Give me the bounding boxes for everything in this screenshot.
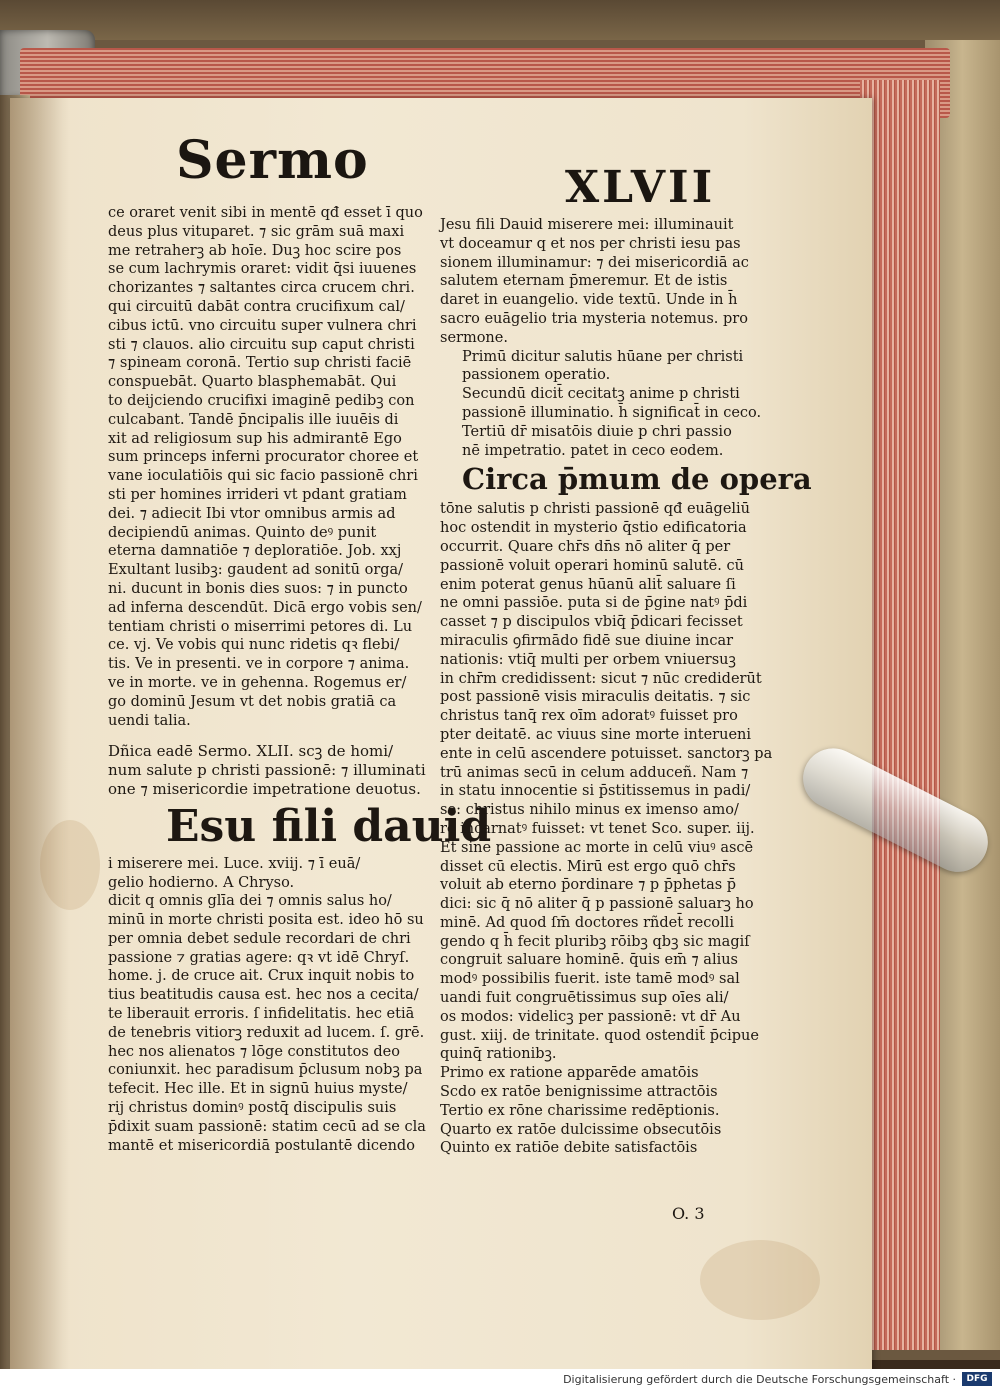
page-gutter-shadow [10, 98, 70, 1378]
text-line: uendi talia. [108, 712, 191, 729]
text-line: Exultant lusibꝫ: gaudent ad sonitū orga/ [108, 562, 404, 579]
text-line: hoc ostendit in mysterio q̄stio edificatoria [440, 520, 747, 537]
text-line: os modos: videlicꝫ per passionē: vt dr̄ Au [440, 1008, 741, 1025]
text-line: dicit q omnis glīa dei ⁊ omnis salus ho/ [108, 893, 392, 910]
text-line: sti ⁊ clauos. alio circuitu sup caput christi [108, 336, 415, 353]
text-line: ve in morte. ve in gehenna. Rogemus er/ [108, 674, 407, 691]
text-line: ce. vj. Ve vobis qui nunc ridetis qꝛ flebi/ [108, 637, 400, 654]
right-text-column [440, 216, 812, 1158]
text-line: ni. ducunt in bonis dies suos: ⁊ in puncto [108, 580, 408, 597]
text-line: tis. Ve in presenti. ve in corpore ⁊ anima. [108, 656, 410, 673]
text-line: nationis: vtiq̄ multi per orbem vniuersuꝫ [440, 651, 736, 668]
text-line: minē. Ad quod ſm̄ doctores rñdet̄ recolli [440, 914, 734, 931]
text-line: miraculis ꝯfirmādo fidē sue diuine incar [440, 632, 734, 649]
text-line: i miserere mei. Luce. xviij. ⁊ ī euā/ [108, 855, 361, 872]
text-line: salutem eternam p̄meremur. Et de istis [440, 273, 728, 290]
text-line: tentiam christi o miserrimi petores di. Lu [108, 618, 413, 635]
text-line: congruit saluare hominē. q̄uis em̄ ⁊ alius [440, 952, 739, 969]
footer-credit: Digitalisierung gefördert durch die Deutsche Forschungsgemeinschaft · [563, 1373, 956, 1386]
text-line: sionem illuminamur: ⁊ dei misericordiā ac [440, 254, 749, 271]
right-text-block [440, 216, 770, 348]
text-line: home. j. de cruce ait. Crux inquit nobis to [108, 968, 415, 985]
reason-line: Tertio ex rōne charissime redēptionis. [440, 1102, 720, 1119]
text-line: qui circuitū dabāt contra crucifixum cal/ [108, 298, 405, 315]
text-line: post passionē visis miraculis deitatis. ⁊ sic [440, 689, 751, 706]
cover-top-edge [0, 0, 1000, 40]
text-line: minū in morte christi posita est. ideo hō su [108, 912, 424, 929]
text-line: hec nos alienatos ⁊ lōge constitutos deo [108, 1043, 400, 1060]
text-line: vane ioculatiōis qui sic facio passionē chri [108, 468, 418, 485]
text-line: passione ⁊ gratias agere: qꝛ vt idē Chryſ. [108, 949, 410, 966]
text-line: ce oraret venit sibi in mentē qđ esset ī quo [108, 205, 423, 221]
text-line: ⁊ spineam coronā. Tertio sup christi faciē [108, 355, 412, 372]
text-line: disset cū electis. Mirū est ergo quō chr̄s [440, 858, 736, 875]
text-line: gust. xiij. de trinitate. quod ostendit̄ p̄cipue [440, 1027, 759, 1044]
text-line: per omnia debet sedule recordari de chri [108, 930, 411, 947]
text-line: sti per homines irrideri vt pdant gratiam [108, 486, 407, 503]
text-line: conspuebāt. Quarto blasphemabāt. Qui [108, 374, 397, 391]
dfg-logo: DFG [962, 1372, 992, 1386]
text-line: ne omni passiōe. puta si de p̄gine natꝰ p̄di [440, 595, 748, 612]
text-line: culcabant. Tandē p̄ncipalis ille iuuēis di [108, 411, 399, 428]
text-line: to deijciendo crucifixi imaginē pedibꝫ con [108, 392, 415, 409]
sermon-text-block [108, 855, 428, 1156]
text-line: vt doceamur q et nos per christi iesu pas [440, 235, 741, 252]
text-line: dici: sic q̄ nō aliter q̄ p passionē saluarꝫ ho [440, 896, 754, 913]
text-line: casset ⁊ p discipulos vbiq̄ p̄dicari fecisset [440, 614, 743, 631]
text-line: christus tanq̄ rex oīm adoratꝰ fuisset pro [440, 708, 738, 725]
text-line: pter deitatē. ac viuus sine morte interueni [440, 726, 752, 743]
text-line: re incarnatꝰ fuisset: vt tenet Sco. super. iij. [440, 820, 755, 837]
text-line: ente in celū ascendere potuisset. sanctorꝫ pa [440, 745, 773, 762]
text-line: occurrit. Quare chr̄s dn̄s nō aliter q̄ per [440, 538, 731, 555]
text-line: tefecit. Hec ille. Et in signū huius myste/ [108, 1081, 408, 1098]
text-line: xit ad religiosum sup his admirantē Ego [108, 430, 402, 447]
text-line: rij christus dominꝰ postq̄ discipulis suis [108, 1100, 397, 1117]
text-line: gelio hodierno. A Chryso. [108, 874, 295, 891]
text-line: coniunxit. hec paradisum p̄clusum nobꝫ pa [108, 1062, 423, 1079]
text-line: sacro euāgelio tria mysteria notemus. pro [440, 310, 748, 327]
decorated-incipit: Esu fili dauid [166, 800, 492, 852]
text-line: in statu innocentie si p̄stitissemus in padi/ [440, 783, 751, 800]
text-line: mantē et misericordiā postulantē dicendo [108, 1137, 415, 1154]
point-line: Secundū dicit̄ cecitatꝫ anime p christi [462, 386, 740, 403]
text-line: go dominū Jesum vt det nobis gratiā ca [108, 693, 397, 710]
text-line: trū animas secū in celum adduceñ. Nam ⁊ [440, 764, 749, 781]
text-line: deus plus vituparet. ⁊ sic grām suā maxi [108, 223, 405, 240]
point-line: passionē illuminatio. h̄ significat̄ in ceco. [462, 404, 762, 421]
text-line: Et sine passione ac morte in celū viuꝰ ascē [440, 839, 754, 856]
text-line: gendo q h̄ fecit pluribꝫ rōibꝫ qbꝫ sic magiſ [440, 933, 750, 950]
page-stain [40, 820, 100, 910]
reason-line: Primo ex ratione apparēde amatōis [440, 1065, 699, 1082]
page-stain [700, 1240, 820, 1320]
heading-line: one ⁊ misericordie impetratione deuotus. [108, 779, 421, 798]
text-line: se cum lachrymis oraret: vidit q̄si iuuenes [108, 261, 417, 278]
text-line: chorizantes ⁊ saltantes circa crucem chri. [108, 280, 415, 297]
text-line: quinq̄ rationibꝫ. [440, 1046, 557, 1063]
text-line: decipiendū animas. Quinto deꝰ punit [108, 524, 377, 541]
text-line: me retraherꝫ ab hoīe. Duꝫ hoc scire pos [108, 242, 402, 259]
text-line: daret in euangelio. vide textū. Unde in h̄ [440, 292, 738, 309]
text-line: in chr̄m credidissent: sicut ⁊ nūc crediderūt [440, 670, 762, 687]
text-line: sermone. [440, 329, 508, 346]
heading-line: Dñica eadē Sermo. XLII. scꝫ de homi/ [108, 742, 394, 761]
running-title: Sermo [176, 130, 369, 191]
text-line: enim poterat genus hūanū alit̄ saluare ſi [440, 576, 736, 593]
reason-line: Quinto ex ratiōe debite satisfactōis [440, 1140, 698, 1157]
section-heading: Circa p̄mum de opera [462, 462, 812, 497]
page-block-right-edge [860, 80, 940, 1350]
text-line: ad inferna descendūt. Dicā ergo vobis sen/ [108, 599, 422, 616]
text-line: de tenebris vitiorꝫ reduxit ad lucem. ſ. grē. [108, 1024, 425, 1041]
mysteria-points [462, 348, 770, 461]
signature-mark: O. 3 [672, 1204, 705, 1223]
left-text-block [108, 204, 428, 730]
text-line: te liberauit erroris. ſ infidelitatis. hec etiā [108, 1006, 415, 1023]
text-line: tius beatitudis causa est. hec nos a cecita/ [108, 987, 419, 1004]
reasons-list [440, 1064, 770, 1158]
folio-number: XLVII [565, 162, 716, 213]
text-line: so: christus nihilo minus ex imenso amo/ [440, 802, 739, 819]
text-line: Jesu fili Dauid miserere mei: illuminauit [440, 217, 734, 233]
right-text-block-2 [440, 500, 773, 1064]
point-line: Tertiū dr̄ misatōis diuie p chri passio [462, 423, 732, 440]
text-line: eterna damnatiōe ⁊ deploratiōe. Job. xxj [108, 543, 402, 560]
text-line: voluit ab eterno p̄ordinare ⁊ p p̄phetas p̄ [440, 877, 737, 894]
text-line: cibus ictū. vno circuitu super vulnera chri [108, 317, 417, 334]
sermon-heading [108, 742, 428, 798]
text-line: dei. ⁊ adiecit Ibi vtor omnibus armis ad [108, 505, 396, 522]
text-line: passionē voluit operari hominū salutē. cū [440, 557, 744, 574]
reason-line: Scdo ex ratōe benignissime attractōis [440, 1084, 718, 1101]
heading-line: num salute p christi passionē: ⁊ illuminati [108, 761, 426, 780]
point-line: Primū dicitur salutis hūane per christi [462, 348, 744, 365]
text-line: p̄dixit suam passionē: statim cecū ad se cla [108, 1118, 426, 1135]
point-line: nē impetratio. patet in ceco eodem. [462, 442, 724, 459]
text-line: tōne salutis p christi passionē qđ euāgeliū [440, 501, 751, 518]
point-line: passionem operatio. [462, 367, 611, 384]
reason-line: Quarto ex ratōe dulcissime obsecutōis [440, 1121, 722, 1138]
text-line: modꝰ possibilis fuerit. iste tamē modꝰ sal [440, 971, 740, 988]
text-line: sum princeps inferni procurator choree et [108, 449, 419, 466]
text-line: uandi fuit congruētissimus sup oīes ali/ [440, 990, 729, 1007]
